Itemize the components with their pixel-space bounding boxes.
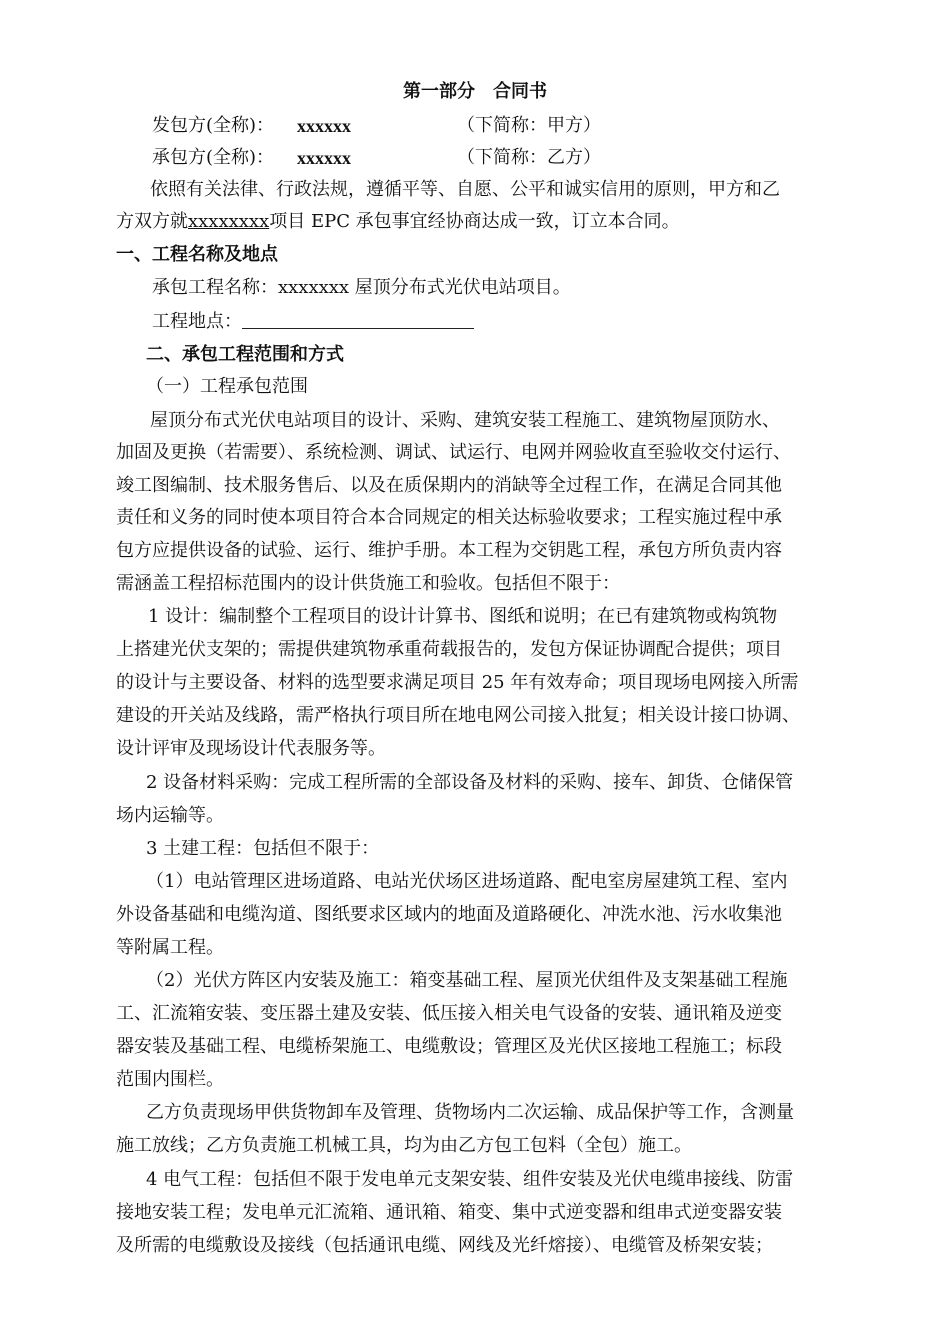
scope-line: 包方应提供设备的试验、运行、维护手册。本工程为交钥匙工程，承包方所负责内容 bbox=[116, 540, 782, 561]
scope-line: 责任和义务的同时使本项目符合本合同规定的相关达标验收要求；工程实施过程中承 bbox=[116, 507, 782, 528]
item1-line: 1 设计：编制整个工程项目的设计计算书、图纸和说明；在已有建筑物或构筑物 bbox=[148, 606, 778, 627]
item3a-line: 等附属工程。 bbox=[116, 937, 224, 958]
contractor-line bbox=[152, 146, 601, 170]
employer-label: 发包方(全称)： bbox=[152, 115, 275, 136]
contractor-label: 承包方(全称)： bbox=[152, 147, 275, 168]
item2-line: 场内运输等。 bbox=[116, 805, 224, 826]
item3b-line: 器安装及基础工程、电缆桥架施工、电缆敷设；管理区及光伏区接地工程施工；标段 bbox=[116, 1036, 782, 1057]
item3a-line: 外设备基础和电缆沟道、图纸要求区域内的地面及道路硬化、冲洗水池、污水收集池 bbox=[116, 904, 782, 925]
contractor-name: xxxxxx bbox=[297, 148, 351, 168]
site-label: 工程地点： bbox=[152, 311, 242, 332]
scope-line: 竣工图编制、技术服务售后、以及在质保期内的消缺等全过程工作，在满足合同其他 bbox=[116, 475, 782, 496]
section1-heading: 一、工程名称及地点 bbox=[116, 244, 278, 265]
item4-line: 4 电气工程：包括但不限于发电单元支架安装、组件安装及光伏电缆串接线、防雷 bbox=[146, 1169, 794, 1190]
scope-line: 加固及更换（若需要）、系统检测、调试、试运行、电网并网验收直至验收交付运行、 bbox=[116, 442, 791, 463]
item3b-line: 范围内围栏。 bbox=[116, 1069, 224, 1090]
project-name-line: 承包工程名称：xxxxxxx 屋顶分布式光伏电站项目。 bbox=[152, 277, 571, 298]
document-title: 第一部分 合同书 bbox=[403, 81, 547, 102]
employer-line bbox=[152, 114, 601, 138]
scope-line: 需涵盖工程招标范围内的设计供货施工和验收。包括但不限于： bbox=[116, 573, 620, 594]
preamble-text: 方双方就 bbox=[116, 211, 188, 232]
item1-line: 的设计与主要设备、材料的选型要求满足项目 25 年有效寿命；项目现场电网接入所需 bbox=[116, 672, 799, 693]
item3c-line: 乙方负责现场甲供货物卸车及管理、货物场内二次运输、成品保护等工作，含测量 bbox=[146, 1102, 794, 1123]
item1-line: 上搭建光伏支架的；需提供建筑物承重荷载报告的，发包方保证协调配合提供；项目 bbox=[116, 639, 782, 660]
subsection-scope: （一）工程承包范围 bbox=[146, 376, 308, 397]
item1-line: 设计评审及现场设计代表服务等。 bbox=[116, 738, 386, 759]
preamble-line-2 bbox=[116, 210, 680, 234]
site-line bbox=[152, 310, 474, 334]
item3b-line: 工、汇流箱安装、变压器土建及安装、低压接入相关电气设备的安装、通讯箱及逆变 bbox=[116, 1003, 782, 1024]
preamble-line-1: 依照有关法律、行政法规，遵循平等、自愿、公平和诚实信用的原则，甲方和乙 bbox=[150, 179, 780, 200]
site-blank-field bbox=[242, 310, 474, 329]
item4-line: 接地安装工程；发电单元汇流箱、通讯箱、箱变、集中式逆变器和组串式逆变器安装 bbox=[116, 1202, 782, 1223]
item3a-line: （1）电站管理区进场道路、电站光伏场区进场道路、配电室房屋建筑工程、室内 bbox=[146, 871, 788, 892]
preamble-text-end: 项目 EPC 承包事宜经协商达成一致，订立本合同。 bbox=[269, 211, 680, 232]
item3b-line: （2）光伏方阵区内安装及施工：箱变基础工程、屋顶光伏组件及支架基础工程施 bbox=[146, 970, 788, 991]
employer-abbr: （下简称：甲方） bbox=[457, 115, 601, 136]
item1-line: 建设的开关站及线路，需严格执行项目所在地电网公司接入批复；相关设计接口协调、 bbox=[116, 705, 800, 726]
item3c-line: 施工放线；乙方负责施工机械工具，均为由乙方包工包料（全包）施工。 bbox=[116, 1135, 692, 1156]
contractor-abbr: （下简称：乙方） bbox=[457, 147, 601, 168]
project-name-underlined: xxxxxxxx bbox=[188, 211, 270, 232]
employer-name: xxxxxx bbox=[297, 116, 351, 136]
item2-line: 2 设备材料采购：完成工程所需的全部设备及材料的采购、接车、卸货、仓储保管 bbox=[146, 772, 794, 793]
item4-line: 及所需的电缆敷设及接线（包括通讯电缆、网线及光纤熔接）、电缆管及桥架安装； bbox=[116, 1235, 773, 1256]
section2-heading: 二、承包工程范围和方式 bbox=[146, 344, 344, 365]
scope-line: 屋顶分布式光伏电站项目的设计、采购、建筑安装工程施工、建筑物屋顶防水、 bbox=[150, 410, 780, 431]
item3-heading: 3 土建工程：包括但不限于： bbox=[146, 838, 380, 859]
